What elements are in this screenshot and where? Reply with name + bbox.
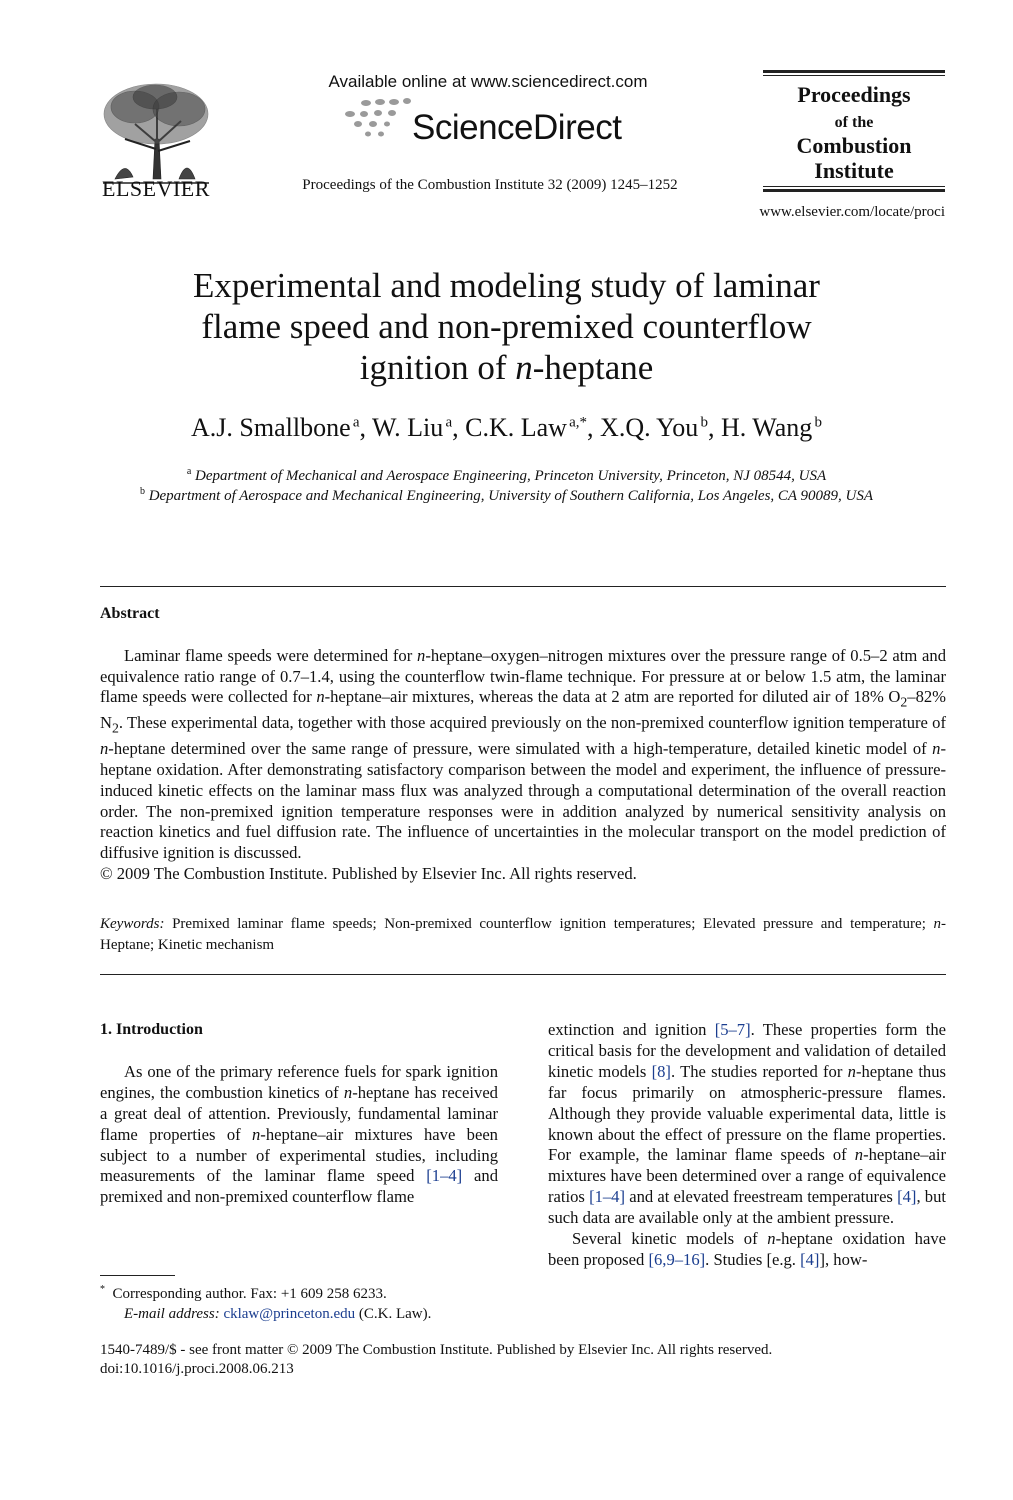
footnote-email: E-mail address: cklaw@princeton.edu (C.K. Law).: [124, 1306, 432, 1322]
divider: [100, 974, 946, 975]
journal-box-line: Combustion: [796, 133, 912, 158]
journal-box-line: Institute: [814, 158, 894, 183]
body-paragraph: As one of the primary reference fuels for spark ignition engines, the combustion kinetics of n-heptane has received a great deal of attention. Previously, fundamental laminar flame properties of n-heptane–air mixtures have been subject to a number of experimental studies, including measurements of the laminar flame speed [1–4] and premixed and non-premixed counterflow flame: [100, 1061, 498, 1207]
journal-box-line: Proceedings: [797, 82, 911, 107]
author-affil-mark: a,*: [569, 414, 588, 431]
publisher-name: ELSEVIER: [102, 176, 210, 201]
title-line: ignition of n-heptane: [359, 348, 654, 387]
citation-link[interactable]: [1–4]: [426, 1166, 463, 1186]
abstract-body: [100, 646, 946, 884]
abstract-copyright: © 2009 The Combustion Institute. Published by Elsevier Inc. All rights reserved.: [100, 863, 637, 883]
body-paragraph: extinction and ignition [5–7]. These properties form the critical basis for the development and validation of detailed kinetic models [8]. The studies reported for n-heptane thus far focus primarily on atmospheric-pressure flames. Although they provide valuable experimental data, little is known about the effect of pressure on the flame properties. For example, the laminar flame speeds of n-heptane–air mixtures have been determined over a range of equivalence ratios [1–4] and at elevated freestream temperatures [4], but such data are available only at the ambient pressure.: [548, 1020, 946, 1228]
citation-link[interactable]: [8]: [651, 1061, 671, 1081]
divider: [100, 586, 946, 587]
sciencedirect-dots-icon: [340, 96, 420, 142]
title-line: flame speed and non-premixed counterflow: [201, 307, 812, 346]
citation-link[interactable]: [6,9–16]: [648, 1249, 706, 1269]
footnote-rule: [100, 1275, 175, 1276]
affiliation-b: $^b$ Department of Aerospace and Mechanical Engineering, University of Southern California, Los Angeles, CA 90089, USA: [139, 486, 874, 504]
citation-link[interactable]: [4]: [800, 1249, 820, 1269]
paper-title: [100, 265, 913, 388]
citation-link[interactable]: [5–7]: [714, 1020, 751, 1039]
author-affil-mark: b: [700, 414, 708, 431]
abstract-heading: Abstract: [100, 605, 160, 622]
abstract-text: Laminar flame speeds were determined for n-heptane–oxygen–nitrogen mixtures over the pressure range of 0.5–2 atm and equivalence ratio range of 0.7–1.4, using the counterflow twin-flame technique. For pressure at or below 1.5 atm, the laminar flame speeds were collected for n-heptane–air mixtures, whereas the data at 2 atm are reported for diluted air of 18% $O_2-82\%$ $N_2$. These experimental data, together with those acquired previously on the non-premixed counterflow ignition temperature of n-heptane determined over the same range of pressure, were simulated with a high-temperature, detailed kinetic model of n-heptane oxidation. After demonstrating satisfactory comparison between the model and experiment, the influence of pressure-induced kinetic effects on the laminar mass flux was analyzed through a computational determination of the overall reaction order. The non-premixed ignition temperature responses were in addition analyzed by numerical sensitivity analysis on reaction kinetics and fuel diffusion rate. The influence of uncertainties in the molecular transport on the model prediction of diffusive ignition is discussed.: [100, 646, 946, 862]
page-footer: [100, 1341, 946, 1379]
journal-title-box: [763, 70, 945, 192]
footnote: [100, 1280, 520, 1324]
author-list: A.J. Smallbone $^a$, W. Liu $^a$, C.K. Law $^{a,*}$, X.Q. You $^b$, H. Wang $^b$: [191, 413, 822, 442]
journal-url-link[interactable]: www.elsevier.com/locate/proci: [759, 204, 945, 220]
affiliation-a: $^a$ Department of Mechanical and Aerospace Engineering, Princeton University, Princeton, NJ 08544, USA: [186, 466, 827, 484]
keywords: Keywords: Premixed laminar flame speeds; Non-premixed counterflow ignition temperatures; Elevated pressure and temperature; n-Heptane; Kinetic mechanism: [100, 916, 946, 953]
body-paragraph: Several kinetic models of n-heptane oxidation have been proposed [6,9–16]. Studies [e.g. [4]], how-: [548, 1229, 946, 1269]
footer-doi: doi:10.1016/j.proci.2008.06.213: [100, 1361, 294, 1377]
author-name: H. Wang: [720, 413, 813, 442]
author-affil-mark: b: [814, 414, 822, 431]
title-line: Experimental and modeling study of laminar: [193, 266, 820, 305]
author-name: A.J. Smallbone: [191, 413, 351, 442]
footer-copyright: 1540-7489/$ - see front matter © 2009 The Combustion Institute. Published by Elsevier Inc. All rights reserved.: [100, 1342, 773, 1358]
section-heading: 1. Introduction: [100, 1021, 203, 1038]
email-link[interactable]: cklaw@princeton.edu: [223, 1306, 356, 1322]
journal-box-line: of the: [834, 114, 874, 131]
author-name: X.Q. You: [600, 413, 699, 442]
author-name: W. Liu: [372, 413, 444, 442]
citation-link[interactable]: [4]: [897, 1187, 917, 1207]
body-column-right: [548, 1020, 946, 1271]
footnote-corresponding: * Corresponding author. Fax: +1 609 258 6233.: [100, 1284, 387, 1302]
citation-link[interactable]: [1–4]: [589, 1187, 626, 1207]
author-name: C.K. Law: [465, 413, 567, 442]
author-affil-mark: a: [445, 414, 453, 431]
keywords-label: Keywords:: [100, 916, 165, 932]
author-affil-mark: a: [352, 414, 360, 431]
available-online-text: Available online at www.sciencedirect.com: [328, 72, 648, 91]
body-column-left: [100, 1020, 498, 1208]
journal-citation: Proceedings of the Combustion Institute 32 (2009) 1245–1252: [302, 177, 678, 193]
sciencedirect-wordmark: ScienceDirect: [412, 108, 622, 147]
